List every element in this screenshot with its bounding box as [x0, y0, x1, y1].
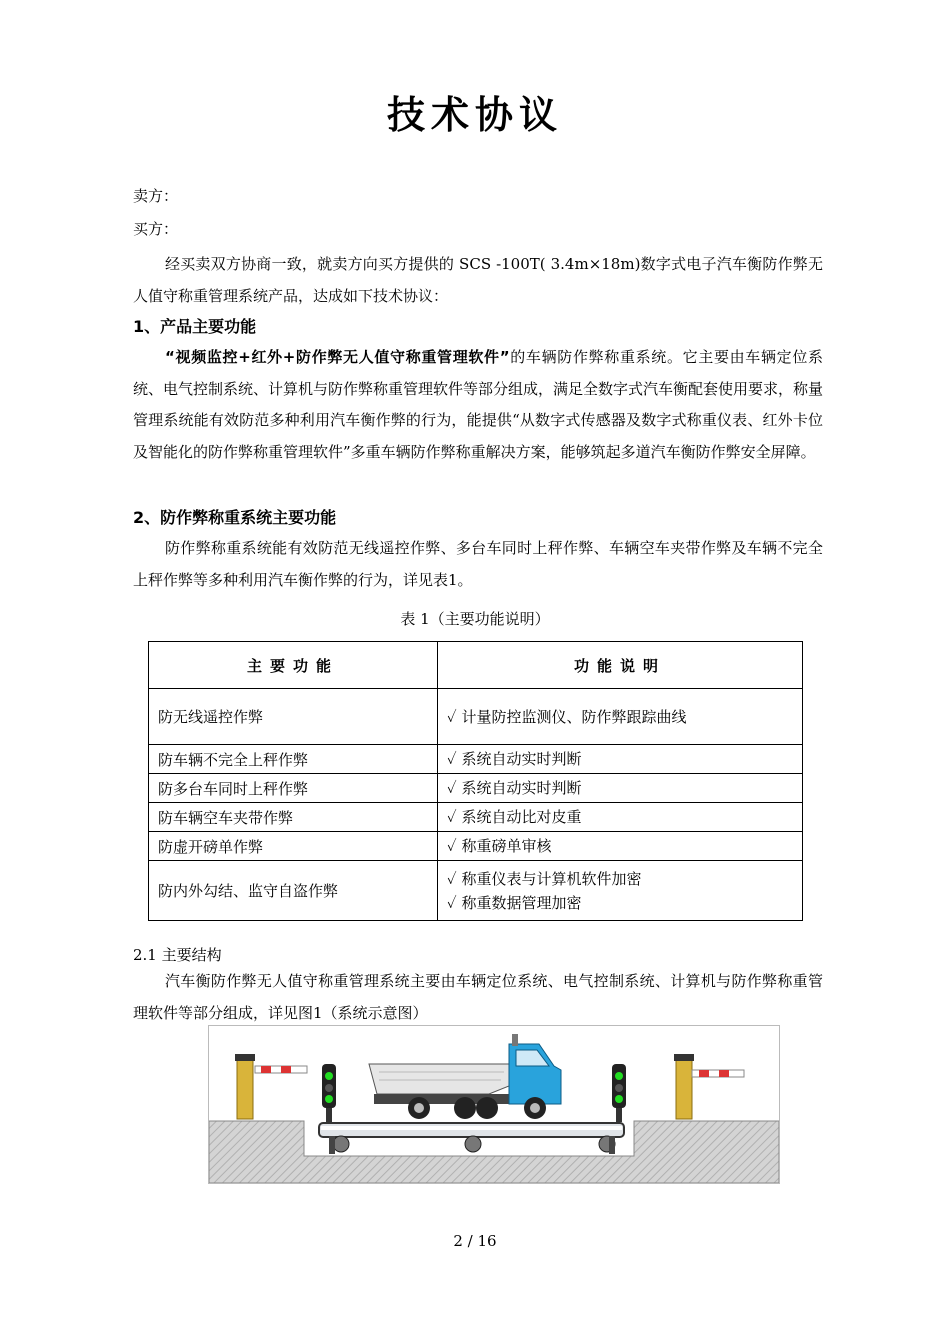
check-item: ✓ 系统自动比对皮重 — [447, 808, 582, 826]
table-row — [149, 745, 803, 774]
description-cell — [438, 832, 803, 861]
table-header-row — [149, 642, 803, 689]
page-title: 技术协议 — [386, 93, 563, 137]
buyer-line: 买方： — [133, 220, 179, 238]
check-icon: ✓ — [447, 893, 457, 912]
check-item: ✓ 系统自动实时判断 — [447, 779, 582, 797]
check-item: ✓ 计量防控监测仪、防作弊跟踪曲线 — [447, 707, 687, 726]
section1-emphasis: “视频监控+红外+防作弊无人值守称重管理软件” — [165, 348, 510, 366]
section2-heading: 2、防作弊称重系统主要功能 — [133, 508, 337, 527]
table-caption: 表 1（主要功能说明） — [400, 610, 550, 628]
right-barrier-post — [676, 1059, 692, 1119]
table-row — [149, 832, 803, 861]
intro-paragraph: 经买卖双方协商一致，就卖方向买方提供的 SCS -100T( 3.4m×18m)数字式电子汽车衡防作弊无人值守称重管理系统产品，达成如下技术协议： — [133, 255, 823, 305]
description-cell — [438, 774, 803, 803]
table-row — [149, 689, 803, 745]
check-icon: ✓ — [447, 869, 457, 888]
description-cell — [438, 861, 803, 921]
system-diagram-svg — [209, 1026, 779, 1183]
system-diagram — [208, 1025, 780, 1184]
description-cell — [438, 803, 803, 832]
truck-dump-body — [369, 1064, 509, 1094]
functions-table — [148, 641, 803, 921]
section2-paragraph: 防作弊称重系统能有效防范无线遥控作弊、多台车同时上秤作弊、车辆空车夹带作弊及车辆不完全上秤作弊等多种利用汽车衡作弊的行为，详见表1。 — [133, 539, 823, 589]
function-cell: 防车辆不完全上秤作弊 — [149, 745, 438, 774]
function-cell: 防虚开磅单作弊 — [149, 832, 438, 861]
check-icon: ✓ — [447, 779, 457, 797]
page-number: 2 / 16 — [453, 1232, 497, 1250]
table-row — [149, 861, 803, 921]
function-cell: 防多台车同时上秤作弊 — [149, 774, 438, 803]
function-cell: 防车辆空车夹带作弊 — [149, 803, 438, 832]
check-item: ✓ 称重数据管理加密 — [447, 893, 582, 912]
check-icon: ✓ — [447, 750, 457, 768]
description-cell — [438, 689, 803, 745]
function-cell: 防无线遥控作弊 — [149, 689, 438, 745]
left-traffic-light — [322, 1064, 336, 1122]
right-barrier — [674, 1054, 744, 1119]
check-item: ✓ 称重磅单审核 — [447, 837, 552, 855]
right-traffic-light — [612, 1064, 626, 1122]
table-header-description: 功能说明 — [438, 642, 803, 689]
table-header-function: 主要功能 — [149, 642, 438, 689]
check-item: ✓ 系统自动实时判断 — [447, 750, 582, 768]
left-barrier-post — [237, 1059, 253, 1119]
table-row — [149, 774, 803, 803]
check-icon: ✓ — [447, 837, 457, 855]
check-icon: ✓ — [447, 808, 457, 826]
description-cell — [438, 745, 803, 774]
left-barrier — [235, 1054, 307, 1119]
section1-heading: 1、产品主要功能 — [133, 317, 257, 336]
table-row — [149, 803, 803, 832]
check-item: ✓ 称重仪表与计算机软件加密 — [447, 869, 642, 888]
check-icon: ✓ — [447, 707, 457, 726]
seller-line: 卖方： — [133, 187, 179, 205]
section21-heading: 2.1 主要结构 — [133, 946, 222, 964]
section1-body: 的车辆防作弊称重系统。它主要由车辆定位系统、电气控制系统、计算机与防作弊称重管理软件等部分组成，满足全数字式汽车衡配套使用要求，称量管理系统能有效防范多种利用汽车衡作弊的行为，能提供“从数字式传感器及数字式称重仪表、红外卡位及智能化的防作弊称重管理软件”多重车辆防作弊称重解决方案，能够筑起多道汽车衡防作弊安全屏障。 — [133, 348, 824, 461]
weighbridge-platform — [319, 1123, 624, 1154]
section21-paragraph: 汽车衡防作弊无人值守称重管理系统主要由车辆定位系统、电气控制系统、计算机与防作弊称重管理软件等部分组成，详见图1（系统示意图） — [133, 972, 823, 1022]
truck — [369, 1034, 561, 1119]
section1-paragraph — [133, 342, 823, 468]
function-cell: 防内外勾结、监守自盗作弊 — [149, 861, 438, 921]
